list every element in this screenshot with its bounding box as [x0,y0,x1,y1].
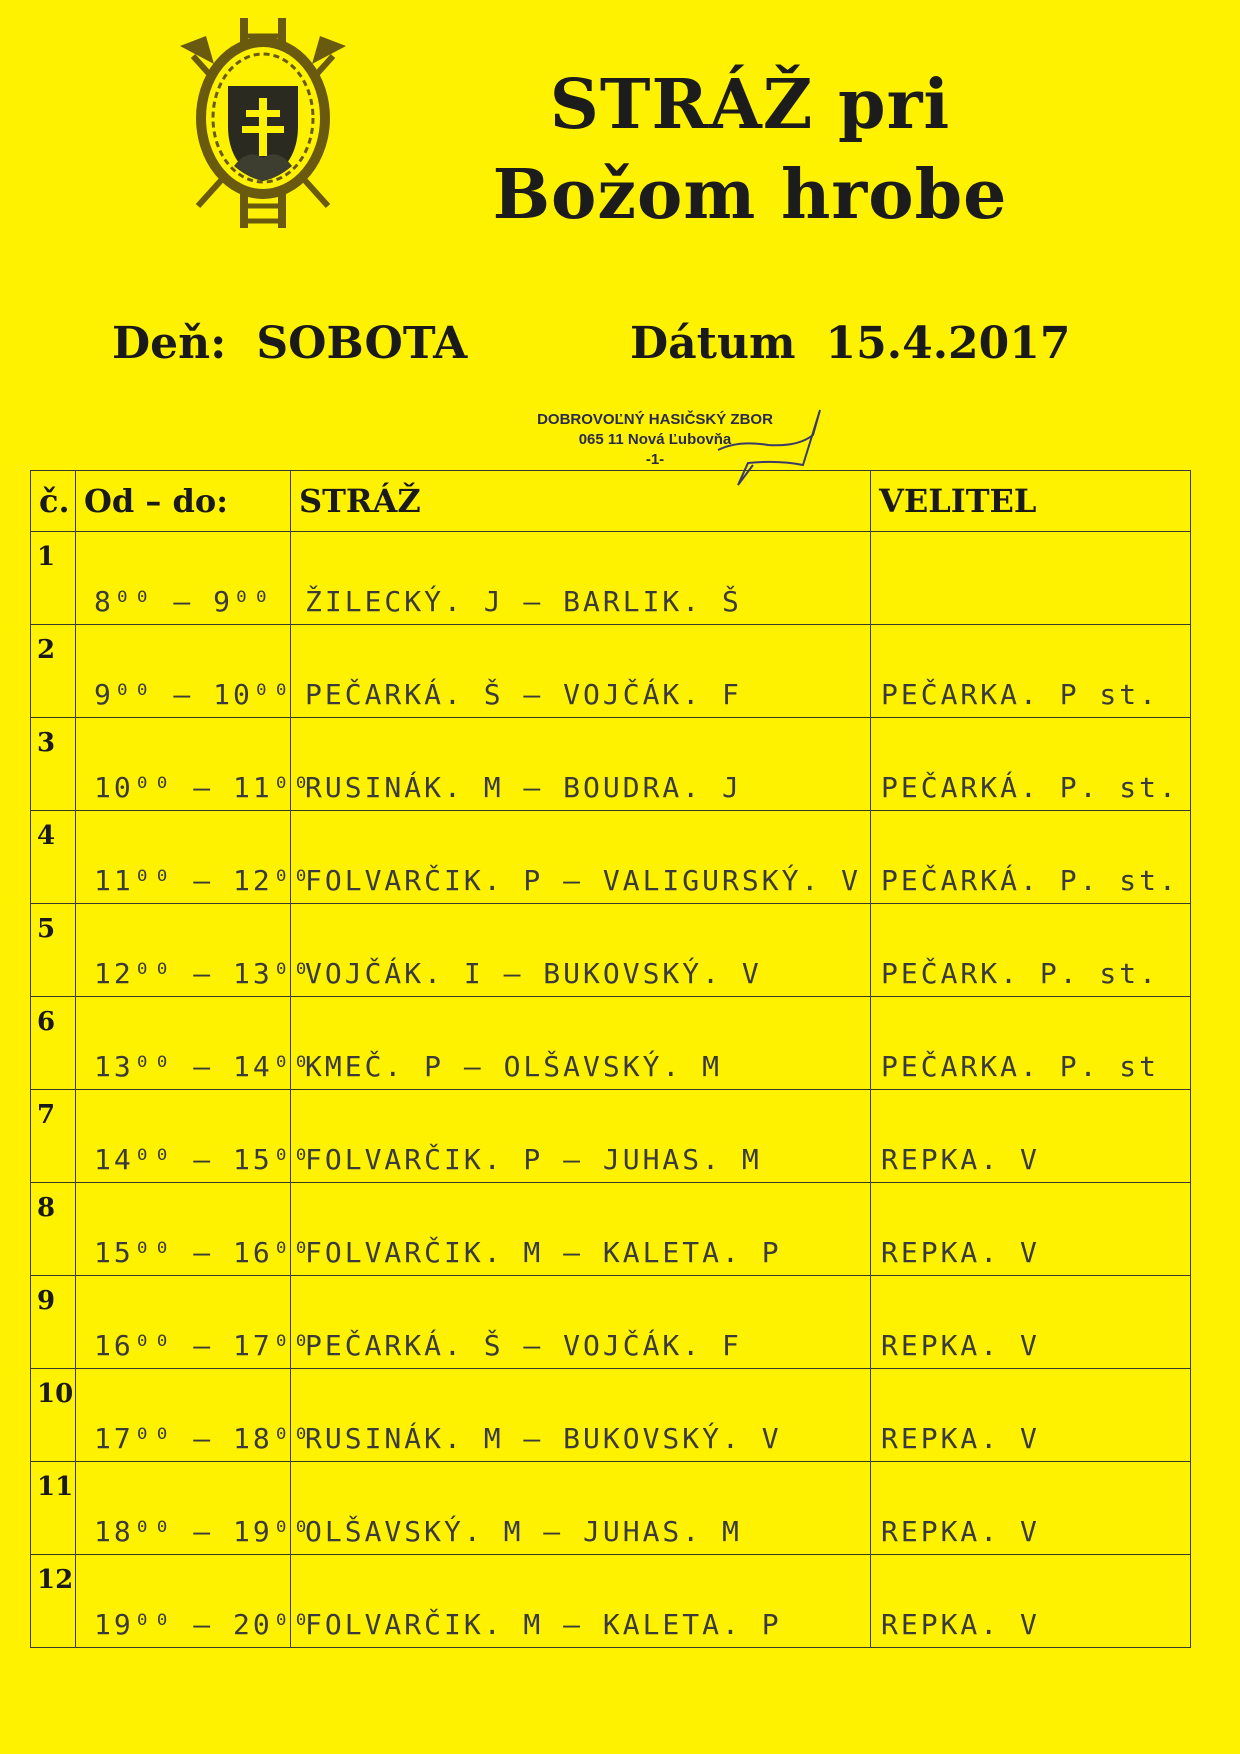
row-time-cell [76,1462,313,1555]
row-number: 7 [37,1100,56,1130]
row-guard-cell [291,1183,871,1276]
row-time: 18⁰⁰ – 19⁰⁰ [94,1515,313,1548]
table-row [31,1090,1191,1183]
row-number-cell [31,997,76,1090]
row-guard: PEČARKÁ. Š – VOJČÁK. F [305,678,742,711]
row-commander-cell [871,532,1191,625]
row-guard: RUSINÁK. M – BUKOVSKÝ. V [305,1422,782,1455]
row-number-cell [31,1555,76,1648]
row-time-cell [76,718,313,811]
row-guard-cell [291,1555,871,1648]
row-commander: REPKA. V [881,1236,1040,1269]
row-time-cell [76,1090,313,1183]
row-time: 12⁰⁰ – 13⁰⁰ [94,957,313,990]
guard-schedule-table [30,470,1191,1648]
row-number-cell [31,1369,76,1462]
column-header-time: Od – do: [76,471,291,532]
row-time: 11⁰⁰ – 12⁰⁰ [94,864,313,897]
row-guard: VOJČÁK. I – BUKOVSKÝ. V [305,957,762,990]
row-time: 10⁰⁰ – 11⁰⁰ [94,771,313,804]
row-time: 16⁰⁰ – 17⁰⁰ [94,1329,313,1362]
row-time-cell [76,1183,313,1276]
table-header-row [31,471,1191,532]
row-guard-cell [291,1462,871,1555]
row-guard: FOLVARČIK. M – KALETA. P [305,1236,782,1269]
row-guard-cell [291,532,871,625]
row-time: 19⁰⁰ – 20⁰⁰ [94,1608,313,1641]
column-header-guard: STRÁŽ [291,471,871,532]
row-number-cell [31,1462,76,1555]
row-number: 5 [37,914,56,944]
row-time-cell [76,811,313,904]
table-row [31,1555,1191,1648]
table-row [31,1183,1191,1276]
row-guard-cell [291,1090,871,1183]
row-guard: FOLVARČIK. P – VALIGURSKÝ. V [305,864,862,897]
row-number: 6 [37,1007,56,1037]
row-commander: REPKA. V [881,1422,1040,1455]
row-commander: REPKA. V [881,1329,1040,1362]
row-number: 9 [37,1286,56,1316]
row-commander: PEČARKA. P. st [881,1050,1160,1083]
table-row [31,625,1191,718]
row-guard: FOLVARČIK. P – JUHAS. M [305,1143,762,1176]
table-row [31,1462,1191,1555]
row-commander-cell [871,1462,1191,1555]
row-commander: PEČARKA. P st. [881,678,1160,711]
row-commander: PEČARKÁ. P. st. [881,864,1179,897]
page-title [430,60,1070,240]
row-commander-cell [871,1090,1191,1183]
table-row [31,904,1191,997]
row-time-cell [76,625,291,718]
row-commander-cell [871,625,1191,718]
date-label: Dátum [630,318,796,369]
table-row [31,811,1191,904]
column-header-commander: VELITEL [871,471,1191,532]
row-time-cell [76,532,291,625]
row-number-cell [31,718,76,811]
row-time-cell [76,1369,313,1462]
row-time-cell [76,1276,313,1369]
row-number-cell [31,1183,76,1276]
table-row [31,718,1191,811]
row-number-cell [31,625,76,718]
row-time-cell [76,1555,313,1648]
fire-brigade-emblem [178,16,348,241]
row-guard-cell [291,1276,871,1369]
day-value: SOBOTA [256,318,468,369]
row-number-cell [31,532,76,625]
row-time-cell [76,997,313,1090]
date-field [630,318,1071,369]
row-guard: PEČARKÁ. Š – VOJČÁK. F [305,1329,742,1362]
row-time: 14⁰⁰ – 15⁰⁰ [94,1143,313,1176]
row-commander-cell [871,904,1191,997]
row-guard: FOLVARČIK. M – KALETA. P [305,1608,782,1641]
row-number: 2 [37,635,56,665]
row-commander-cell [871,718,1191,811]
day-label: Deň: [112,318,227,369]
row-time: 8⁰⁰ – 9⁰⁰ [94,585,273,618]
row-commander-cell [871,1369,1191,1462]
row-guard-cell [291,718,871,811]
row-guard-cell [291,811,871,904]
table-row [31,532,1191,625]
row-commander-cell [871,1276,1191,1369]
row-commander-cell [871,811,1191,904]
stamp-line-2: 065 11 Nová Ľubovňa [578,431,732,448]
column-header-number: č. [31,471,76,532]
row-guard: OLŠAVSKÝ. M – JUHAS. M [305,1515,742,1548]
row-commander: REPKA. V [881,1143,1040,1176]
row-time: 13⁰⁰ – 14⁰⁰ [94,1050,313,1083]
row-number: 4 [37,821,56,851]
date-value: 15.4.2017 [825,318,1071,369]
row-guard: RUSINÁK. M – BOUDRA. J [305,771,742,804]
row-number-cell [31,1276,76,1369]
row-guard: KMEČ. P – OLŠAVSKÝ. M [305,1050,723,1083]
table-row [31,997,1191,1090]
row-number-cell [31,1090,76,1183]
title-line-2: Božom hrobe [492,155,1008,235]
table-row [31,1369,1191,1462]
row-guard-cell [291,997,871,1090]
stamp-line-1: DOBROVOĽNÝ HASIČSKÝ ZBOR [537,411,773,428]
title-line-1: STRÁŽ pri [549,65,951,145]
day-field [112,318,467,369]
row-number: 12 [37,1565,74,1595]
row-time: 15⁰⁰ – 16⁰⁰ [94,1236,313,1269]
row-guard-cell [291,904,871,997]
row-guard-cell [291,1369,871,1462]
row-commander-cell [871,997,1191,1090]
row-number: 1 [37,542,56,572]
row-number: 11 [37,1472,74,1502]
table-row [31,1276,1191,1369]
row-guard-cell [291,625,871,718]
row-time: 17⁰⁰ – 18⁰⁰ [94,1422,313,1455]
row-number-cell [31,904,76,997]
row-commander: PEČARK. P. st. [881,957,1160,990]
stamp-line-3: -1- [645,451,665,468]
row-time: 9⁰⁰ – 10⁰⁰ [94,678,293,711]
row-number: 10 [37,1379,74,1409]
row-commander-cell [871,1555,1191,1648]
row-commander: PEČARKÁ. P. st. [881,771,1179,804]
row-commander-cell [871,1183,1191,1276]
row-commander: REPKA. V [881,1608,1040,1641]
row-commander: REPKA. V [881,1515,1040,1548]
row-number-cell [31,811,76,904]
row-number: 3 [37,728,56,758]
row-guard: ŽILECKÝ. J – BARLIK. Š [305,585,742,618]
row-number: 8 [37,1193,56,1223]
row-time-cell [76,904,313,997]
